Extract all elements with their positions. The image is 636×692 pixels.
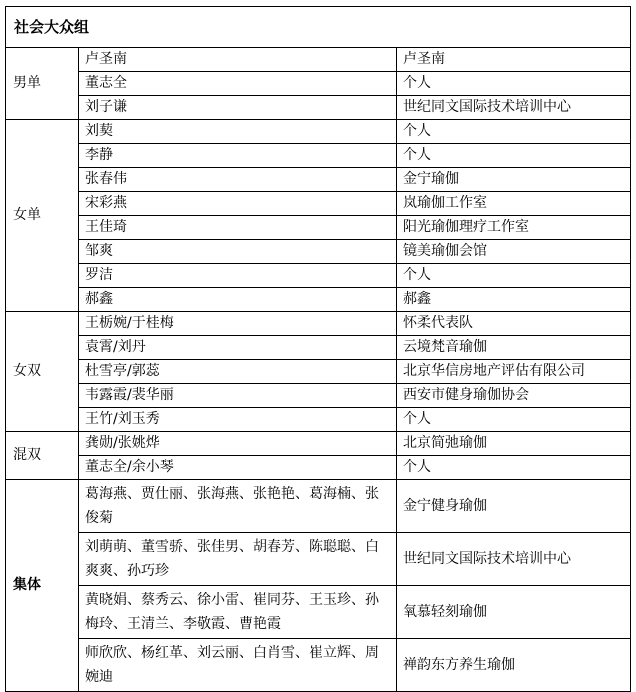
table-row — [6, 144, 631, 168]
participant-organization: 个人 — [397, 408, 631, 432]
table-row — [6, 264, 631, 288]
participant-organization: 西安市健身瑜伽协会 — [397, 384, 631, 408]
category-label: 集体 — [6, 480, 79, 692]
participant-name: 卢圣南 — [79, 48, 397, 72]
participant-name: 刘萌萌、董雪骄、张佳男、胡春芳、陈聪聪、白爽爽、孙巧珍 — [79, 533, 397, 586]
participant-organization: 北京简弛瑜伽 — [397, 432, 631, 456]
table-row — [6, 72, 631, 96]
table-title: 社会大众组 — [6, 7, 631, 48]
participant-organization: 个人 — [397, 144, 631, 168]
participant-name: 张春伟 — [79, 168, 397, 192]
participant-organization: 世纪同文国际技术培训中心 — [397, 533, 631, 586]
category-label: 混双 — [6, 432, 79, 480]
participant-organization: 北京华信房地产评估有限公司 — [397, 360, 631, 384]
participant-name: 王佳琦 — [79, 216, 397, 240]
participant-name: 董志全 — [79, 72, 397, 96]
participant-name: 葛海燕、贾仕丽、张海燕、张艳艳、葛海楠、张俊菊 — [79, 480, 397, 533]
participant-organization: 禅韵东方养生瑜伽 — [397, 639, 631, 692]
table-row — [6, 408, 631, 432]
participant-organization: 镜美瑜伽会馆 — [397, 240, 631, 264]
participant-organization: 金宁瑜伽 — [397, 168, 631, 192]
participant-name: 邹爽 — [79, 240, 397, 264]
participant-organization: 云境梵音瑜伽 — [397, 336, 631, 360]
participant-name: 王栃婉/于桂梅 — [79, 312, 397, 336]
participant-name: 韦露霞/裴华丽 — [79, 384, 397, 408]
table-row — [6, 120, 631, 144]
participant-name: 刘子谦 — [79, 96, 397, 120]
participant-organization: 阳光瑜伽理疗工作室 — [397, 216, 631, 240]
participant-organization: 个人 — [397, 72, 631, 96]
table-row — [6, 192, 631, 216]
participant-name: 罗洁 — [79, 264, 397, 288]
participant-organization: 怀柔代表队 — [397, 312, 631, 336]
table-row — [6, 480, 631, 533]
table-row — [6, 288, 631, 312]
table-row — [6, 168, 631, 192]
participant-name: 董志全/余小琴 — [79, 456, 397, 480]
category-label: 女双 — [6, 312, 79, 432]
table-row — [6, 533, 631, 586]
table-row — [6, 384, 631, 408]
participant-organization: 氧慕轻刻瑜伽 — [397, 586, 631, 639]
participant-organization: 卢圣南 — [397, 48, 631, 72]
table-row — [6, 360, 631, 384]
participant-name: 郝鑫 — [79, 288, 397, 312]
participant-organization: 个人 — [397, 264, 631, 288]
participant-organization: 个人 — [397, 120, 631, 144]
category-label: 女单 — [6, 120, 79, 312]
participant-name: 师欣欣、杨红革、刘云丽、白肖雪、崔立辉、周婉迪 — [79, 639, 397, 692]
table-row — [6, 96, 631, 120]
table-row — [6, 432, 631, 456]
participant-organization: 世纪同文国际技术培训中心 — [397, 96, 631, 120]
participant-name: 袁霄/刘丹 — [79, 336, 397, 360]
table-row — [6, 240, 631, 264]
participant-name: 杜雪亭/郭蕊 — [79, 360, 397, 384]
table-row — [6, 336, 631, 360]
title-row — [6, 7, 631, 48]
table-row — [6, 48, 631, 72]
category-label: 男单 — [6, 48, 79, 120]
table-row — [6, 312, 631, 336]
participant-name: 李静 — [79, 144, 397, 168]
participant-name: 刘葜 — [79, 120, 397, 144]
table-row — [6, 586, 631, 639]
table-row — [6, 216, 631, 240]
participant-organization: 郝鑫 — [397, 288, 631, 312]
participant-name: 龚勋/张姚烨 — [79, 432, 397, 456]
participant-name: 王竹/刘玉秀 — [79, 408, 397, 432]
participant-name: 宋彩燕 — [79, 192, 397, 216]
participant-organization: 岚瑜伽工作室 — [397, 192, 631, 216]
roster-document — [5, 6, 630, 692]
roster-table — [5, 6, 631, 692]
table-row — [6, 456, 631, 480]
participant-organization: 金宁健身瑜伽 — [397, 480, 631, 533]
participant-organization: 个人 — [397, 456, 631, 480]
participant-name: 黄晓娟、蔡秀云、徐小雷、崔同芬、王玉珍、孙梅玲、王清兰、李敬霞、曹艳霞 — [79, 586, 397, 639]
